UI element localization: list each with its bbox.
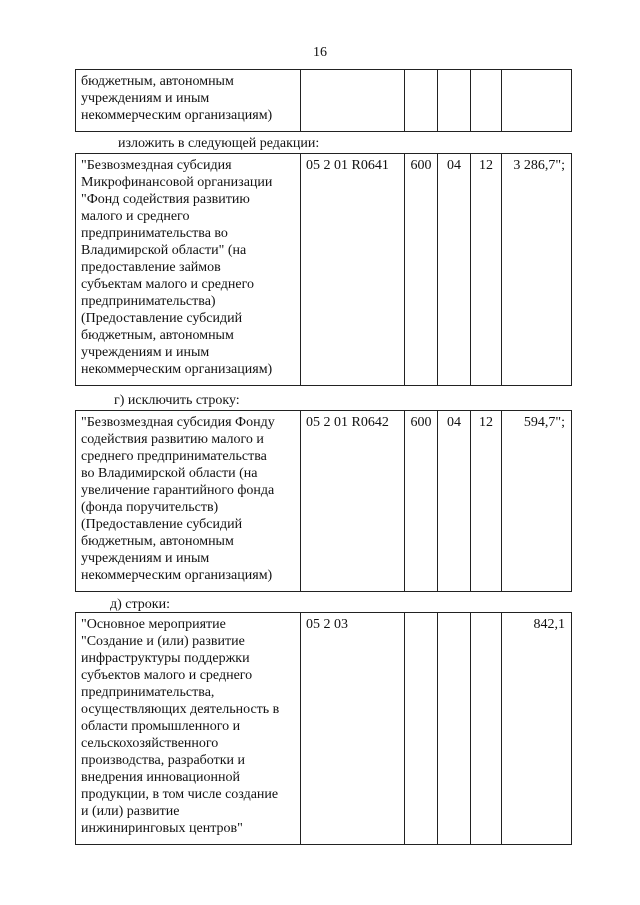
table-block-4 [75,612,572,845]
code-cell: 05 2 01 R0642 [301,411,405,592]
amount-cell: 842,1 [502,613,572,845]
subsection-cell [471,70,502,132]
instruction-redaction: изложить в следующей редакции: [118,136,320,151]
instruction-exclude-row: г) исключить строку: [114,393,240,408]
description-cell: "Безвозмездная субсидия Фонду содействия развитию малого и среднего предпринимательства во Владимирской области (на увеличение гарантийного фонда (фонда поручительств) (Предоставление субсидий бюджетным, автономным учреждениям и иным некоммерческим организациям) [76,411,301,592]
description-cell: "Безвозмездная субсидия Микрофинансовой организации "Фонд содействия развитию малого и среднего предпринимательства во Владимирской области" (на предоставление займов субъектам малого и среднего предпринимательства) (Предоставление субсидий бюджетным, автономным учреждениям и иным некоммерческим организациям) [76,154,301,386]
code-cell: 05 2 03 [301,613,405,845]
page-number: 16 [313,45,327,60]
amount-cell: 3 286,7"; [502,154,572,386]
table-row [76,70,572,132]
table-block-1 [75,69,572,132]
type-cell: 600 [405,411,438,592]
table-row [76,613,572,845]
subsection-cell: 12 [471,154,502,386]
type-cell [405,70,438,132]
subsection-cell: 12 [471,411,502,592]
amount-cell: 594,7"; [502,411,572,592]
section-cell [438,613,471,845]
section-cell: 04 [438,154,471,386]
description-cell: "Основное мероприятие "Создание и (или) развитие инфраструктуры поддержки субъектов малого и среднего предпринимательства, осуществляющих деятельность в области промышленного и сельскохозяйственного производства, разработки и внедрения инновационной продукции, в том числе создание и (или) развитие инжиниринговых центров" [76,613,301,845]
code-cell [301,70,405,132]
type-cell: 600 [405,154,438,386]
table-row [76,411,572,592]
table-row [76,154,572,386]
amount-cell [502,70,572,132]
table-block-3 [75,410,572,592]
table-block-2 [75,153,572,386]
section-cell [438,70,471,132]
subsection-cell [471,613,502,845]
code-cell: 05 2 01 R0641 [301,154,405,386]
description-cell: бюджетным, автономным учреждениям и иным некоммерческим организациям) [76,70,301,132]
type-cell [405,613,438,845]
instruction-rows: д) строки: [110,597,170,612]
section-cell: 04 [438,411,471,592]
